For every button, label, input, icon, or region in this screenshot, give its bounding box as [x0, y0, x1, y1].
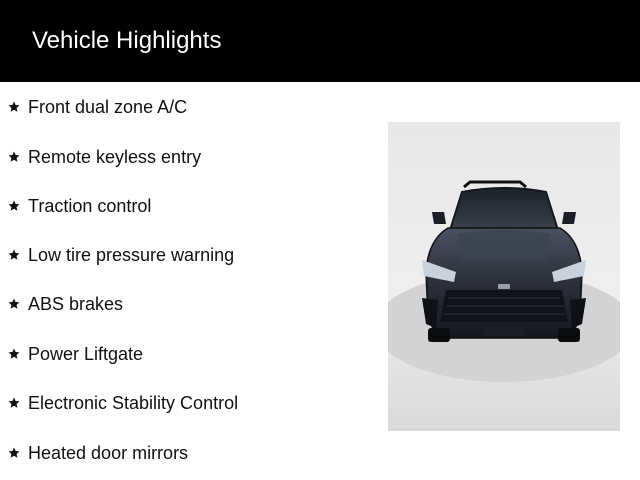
hood [458, 230, 550, 262]
highlight-label: ABS brakes [28, 294, 124, 314]
highlight-label: Electronic Stability Control [28, 393, 239, 413]
windshield [450, 188, 558, 230]
brand-badge [498, 284, 510, 289]
page-title: Vehicle Highlights [32, 27, 222, 54]
star-icon [8, 348, 20, 360]
front-left-tire [428, 328, 450, 342]
plate-holder [484, 326, 524, 336]
list-item [8, 291, 123, 317]
star-icon [8, 447, 20, 459]
front-right-tire [558, 328, 580, 342]
star-icon [8, 298, 20, 310]
list-item [8, 144, 201, 170]
star-icon [8, 200, 20, 212]
highlight-label: Low tire pressure warning [28, 245, 235, 265]
list-item [8, 193, 151, 219]
star-icon [8, 151, 20, 163]
list-item [8, 242, 234, 268]
star-icon [8, 397, 20, 409]
list-item [8, 390, 238, 416]
highlight-label: Power Liftgate [28, 344, 144, 364]
list-item [8, 94, 187, 120]
list-item [8, 341, 143, 367]
highlight-label: Heated door mirrors [28, 443, 189, 463]
vehicle-photo [388, 122, 620, 431]
list-item [8, 440, 188, 466]
right-mirror [562, 212, 576, 224]
vehicle-illustration [388, 122, 620, 431]
star-icon [8, 249, 20, 261]
left-mirror [432, 212, 446, 224]
highlight-label: Remote keyless entry [28, 147, 202, 167]
header-bar [0, 0, 640, 82]
highlight-label: Front dual zone A/C [28, 97, 188, 117]
star-icon [8, 101, 20, 113]
highlight-label: Traction control [28, 196, 152, 216]
